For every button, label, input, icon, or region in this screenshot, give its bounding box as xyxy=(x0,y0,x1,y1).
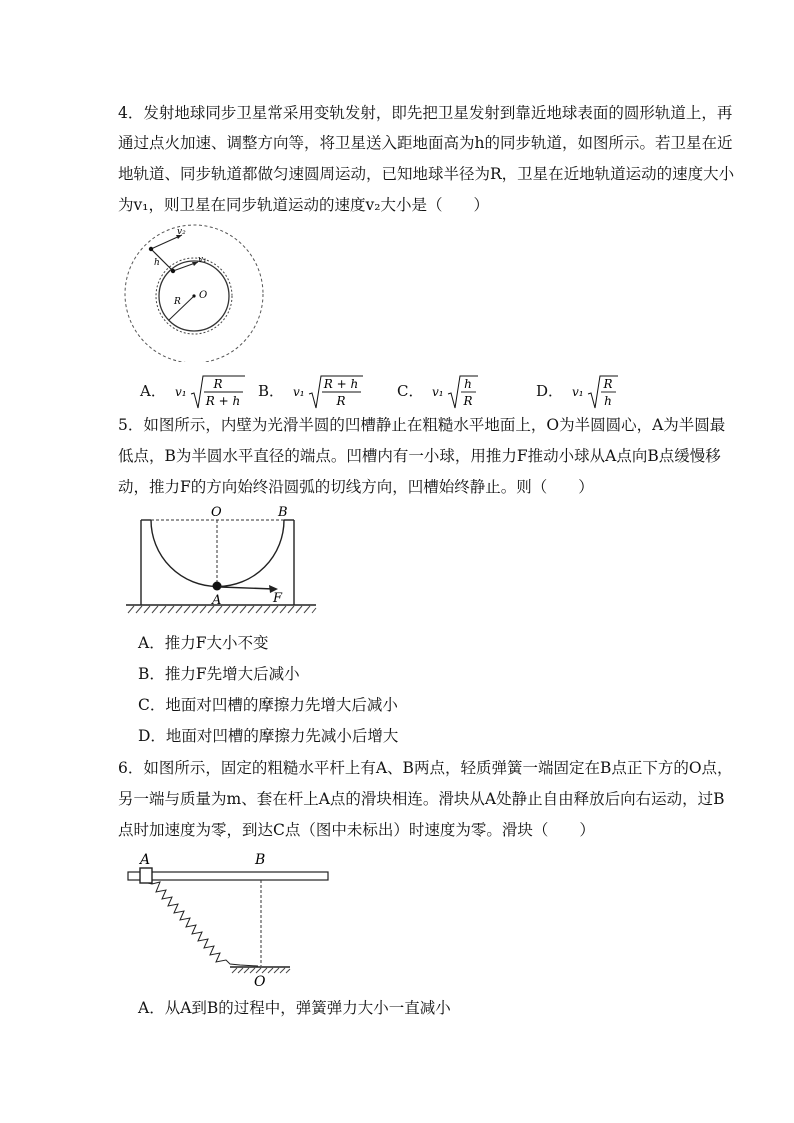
q4-line-3: 地轨道、同步轨道都做匀速圆周运动，已知地球半径为R，卫星在近地轨道运动的速度大小 xyxy=(118,165,735,183)
q5-line-1: 5．如图所示，内壁为光滑半圆的凹槽静止在粗糙水平地面上，O为半圆圆心，A为半圆最 xyxy=(118,416,726,434)
q4-line-4: 为v₁，则卫星在同步轨道运动的速度v₂大小是（ ） xyxy=(118,196,489,214)
q4-orbit-figure xyxy=(118,222,270,362)
q4-option-d-formula xyxy=(572,374,622,410)
q6-line-3: 点时加速度为零，到达C点（图中未标出）时速度为零。滑块（ ） xyxy=(118,821,595,839)
q4-option-d: D． v₁ R h xyxy=(536,374,622,410)
label-v1: v₁ xyxy=(198,255,207,265)
horizontal-rod xyxy=(128,872,328,880)
spring xyxy=(148,882,258,966)
force-arrow xyxy=(220,587,274,589)
q6-line-2: 另一端与质量为m、套在杆上A点的滑块相连。滑块从A处静止自由释放后向右运动，过B xyxy=(118,790,725,808)
label-h: h xyxy=(154,258,160,268)
label-r: R xyxy=(174,297,181,307)
q4-line-1: 4．发射地球同步卫星常采用变轨发射，即先把卫星发射到靠近地球表面的圆形轨道上，再 xyxy=(118,104,733,122)
svg-text:R: R xyxy=(336,394,346,408)
q6-option-a: A．从A到B的过程中，弹簧弹力大小一直减小 xyxy=(138,999,451,1017)
q4-option-a: A． v₁ R R + h xyxy=(140,374,245,410)
q4-line-2: 通过点火加速、调整方向等，将卫星送入距地面高为h的同步轨道，如图所示。若卫星在近 xyxy=(118,134,733,152)
q4-option-a-formula xyxy=(175,374,245,410)
svg-text:R + h: R + h xyxy=(205,394,240,408)
q6-line-1: 6．如图所示，固定的粗糙水平杆上有A、B两点，轻质弹簧一端固定在B点正下方的O点， xyxy=(118,759,733,777)
radius-line xyxy=(169,296,194,320)
svg-text:R: R xyxy=(463,394,473,408)
ball xyxy=(213,582,222,591)
svg-text:R + h: R + h xyxy=(323,377,359,391)
label-b: B xyxy=(278,505,288,520)
svg-text:v₁: v₁ xyxy=(571,385,584,399)
label-v2: v₂ xyxy=(177,227,186,237)
sync-orbit xyxy=(125,225,263,362)
label-f: F xyxy=(273,591,283,606)
label-a: A xyxy=(212,593,222,608)
q5-option-c: C．地面对凹槽的摩擦力先增大后减小 xyxy=(138,696,398,714)
q5-option-b: B．推力F先增大后减小 xyxy=(138,665,300,683)
q6-spring-figure xyxy=(122,848,334,988)
satellite-near xyxy=(171,269,175,273)
q4-option-c-formula xyxy=(432,374,482,410)
satellite-sync xyxy=(149,247,153,251)
svg-text:v₁: v₁ xyxy=(174,385,187,399)
label-a: A xyxy=(140,852,151,868)
svg-text:R: R xyxy=(603,377,613,391)
label-o: O xyxy=(254,974,266,988)
slider-block xyxy=(140,868,152,883)
svg-text:v₁: v₁ xyxy=(292,385,305,399)
q5-line-2: 低点，B为半圆水平直径的端点。凹槽内有一小球，用推力F推动小球从A点向B点缓慢移 xyxy=(118,447,721,465)
svg-text:h: h xyxy=(603,394,612,408)
svg-text:R: R xyxy=(213,377,223,391)
q5-line-3: 动，推力F的方向始终沿圆弧的切线方向，凹槽始终静止。则（ ） xyxy=(118,478,594,496)
q4-option-b: B． v₁ R + h R xyxy=(258,374,363,410)
label-o: O xyxy=(211,505,222,520)
q4-option-b-formula xyxy=(293,374,363,410)
q5-option-d: D．地面对凹槽的摩擦力先减小后增大 xyxy=(138,727,399,745)
q5-option-a: A．推力F大小不变 xyxy=(138,634,269,652)
label-o: O xyxy=(199,290,208,301)
svg-text:v₁: v₁ xyxy=(432,385,444,399)
center-o xyxy=(192,294,195,297)
label-b: B xyxy=(255,852,266,868)
svg-text:h: h xyxy=(464,377,473,391)
q5-groove-figure xyxy=(124,505,320,620)
q4-option-c: C． v₁ h R xyxy=(397,374,482,410)
